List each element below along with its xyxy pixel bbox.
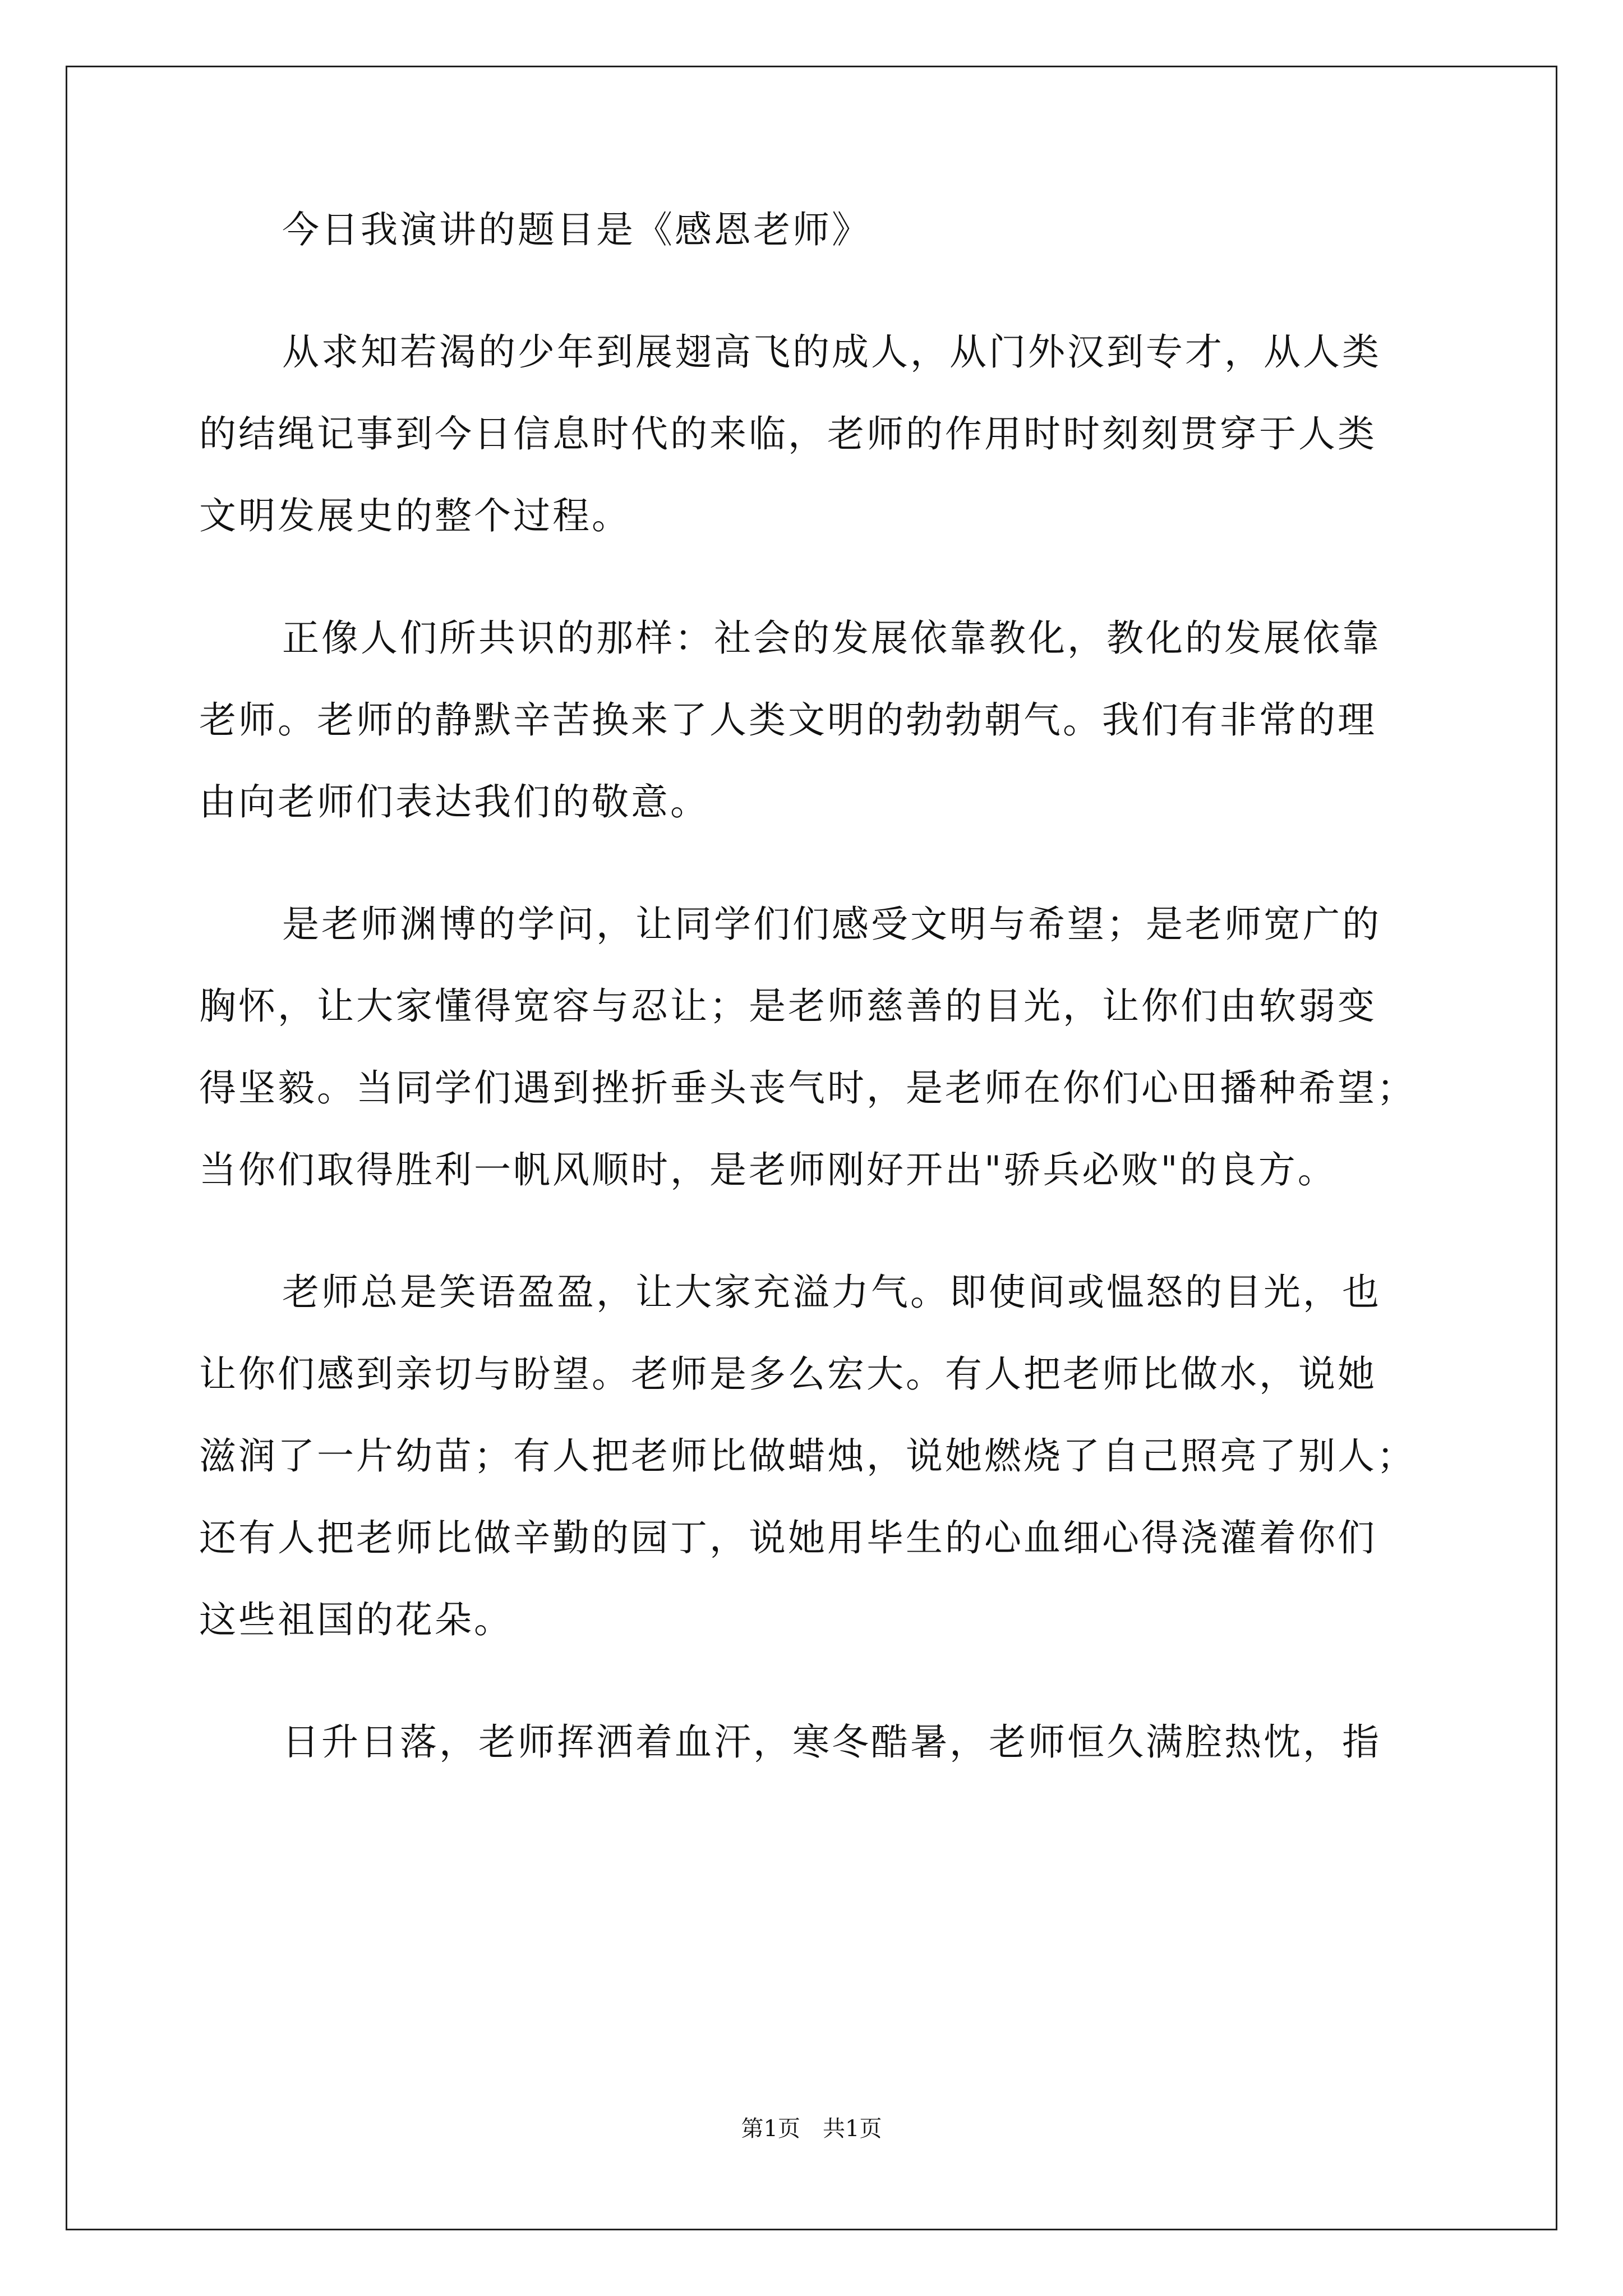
page-number-footer: 第1页 共1页 bbox=[741, 2116, 882, 2142]
text-line: 从求知若渴的少年到展翅高飞的成人，从门外汉到专才，从人类 bbox=[282, 330, 1381, 374]
text-line: 日升日落，老师挥洒着血汗，寒冬酷暑，老师恒久满腔热忱，指 bbox=[282, 1720, 1381, 1764]
text-line: 老师总是笑语盈盈，让大家充溢力气。即使间或愠怒的目光，也 bbox=[282, 1271, 1381, 1314]
text-line: 胸怀，让大家懂得宽容与忍让；是老师慈善的目光，让你们由软弱变 bbox=[199, 984, 1377, 1028]
text-line: 滋润了一片幼苗；有人把老师比做蜡烛，说她燃烧了自己照亮了别人； bbox=[199, 1434, 1416, 1478]
text-line: 文明发展史的整个过程。 bbox=[199, 494, 631, 537]
text-line: 是老师渊博的学问，让同学们们感受文明与希望；是老师宽广的 bbox=[282, 903, 1381, 946]
text-line: 让你们感到亲切与盼望。老师是多么宏大。有人把老师比做水，说她 bbox=[199, 1352, 1377, 1396]
paragraph-title-line: 今日我演讲的题目是《感恩老师》 bbox=[282, 208, 871, 251]
text-line: 的结绳记事到今日信息时代的来临，老师的作用时时刻刻贯穿于人类 bbox=[199, 412, 1377, 455]
text-line: 老师。老师的静默辛苦换来了人类文明的勃勃朝气。我们有非常的理 bbox=[199, 698, 1377, 742]
text-line: 还有人把老师比做辛勤的园丁，说她用毕生的心血细心得浇灌着你们 bbox=[199, 1516, 1377, 1559]
text-line: 由向老师们表达我们的敬意。 bbox=[199, 780, 709, 823]
text-line: 正像人们所共识的那样：社会的发展依靠教化，教化的发展依靠 bbox=[282, 616, 1381, 660]
text-line: 这些祖国的花朵。 bbox=[199, 1598, 513, 1641]
text-line: 得坚毅。当同学们遇到挫折垂头丧气时，是老师在你们心田播种希望； bbox=[199, 1066, 1416, 1110]
text-line: 当你们取得胜利一帆风顺时，是老师刚好开出"骄兵必败"的良方。 bbox=[199, 1148, 1337, 1191]
